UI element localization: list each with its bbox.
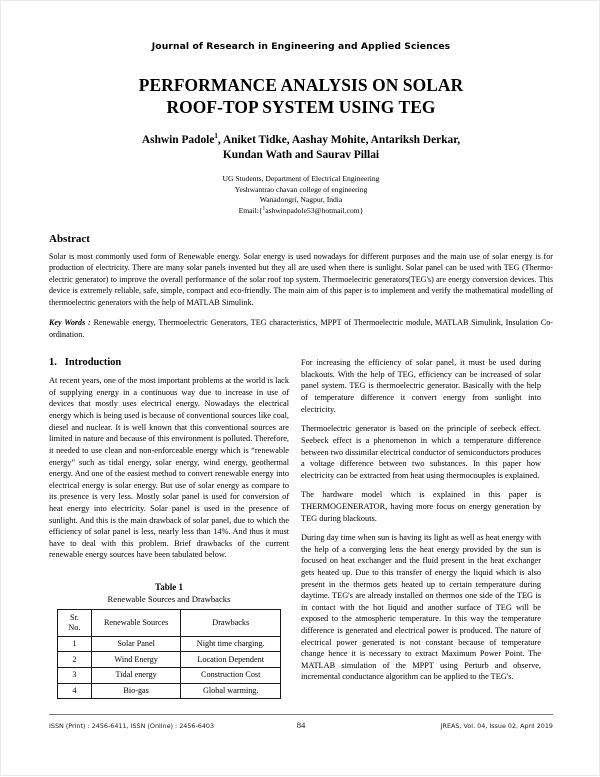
table-cell-sr: 4 [58,683,92,699]
table-header-sr-no [58,610,92,636]
table-1-number: Table 1 [155,582,183,592]
table-cell-sr: 2 [58,652,92,668]
section-1-title: Introduction [64,357,122,369]
section-1-number: 1. [49,357,57,369]
table-cell-sr: 1 [58,636,92,652]
table-header-sr-line-2: No. [68,622,81,632]
table-cell-sr: 3 [58,667,92,683]
section-1-heading [49,357,289,368]
table-cell-source: Solar Panel [91,636,181,652]
affiliation-email [49,206,553,217]
affiliation-line-1: UG Students, Department of Electrical Engineering [222,173,380,183]
table-header-sr-line-1: Sr. [69,613,79,623]
email-address: ashwinpadole53@hotmail.com} [265,206,364,216]
table-row [58,683,281,699]
left-paragraph-1: At recent years, one of the most important problems at the world is lack of supplying energy in a continuous way due to increase in use of devices that mostly uses electrical energy. Nowadays the electrical energy which is being used is because of conventional sources like coal, diesel and nuclear. It is well known that this conventional sources are limited in nature and because of this environment is polluted. Therefore, it needed to use clean and non-enforceable energy which is “renewable energy” such as tidal energy, solar energy, wind energy, geothermal energy. And one of the easiest method to convert renewable energy into electrical energy is solar energy. But use of solar energy as compare to its presence is very less. Mostly solar panel is used for conversion of heat energy into electricity. Solar panel is used in the presence of sunlight. And this is the main drawback of solar panel, due to which the efficiency of solar panel is less, nearly less than 14%. And thus it must have to deal with this problem. Brief drawbacks of the current renewable energy sources have been tabulated below. [49,376,289,560]
abstract-heading: Abstract [49,232,90,245]
paper-title-line-2: ROOF-TOP SYSTEM USING TEG [166,97,436,118]
right-paragraph-2: Thermoelectric generator is based on the principle of seebeck effect. Seebeck effect is a phenomenon in which a temperature difference between two dissimilar electrical conductor of semiconductors produces a voltage difference between two substances. In this paper how electricity can be extracted from heat using thermocouples is explained. [301,424,541,480]
table-row [58,636,281,652]
table-row [58,667,281,683]
footer-issn: ISSN (Print) : 2456-6411, ISSN (Online) : 2456-6403 [49,722,215,730]
footer-issue: JREAS, Vol. 04, Issue 02, April 2019 [440,722,553,730]
left-column [49,357,289,699]
right-paragraph-3: The hardware model which is explained in this paper is THERMOGENERATOR, having more focus on energy generation by TEG during blackouts. [301,490,541,523]
email-affiliation-marker: 1 [262,205,266,212]
page-title [49,74,553,119]
right-paragraph-1: For increasing the efficiency of solar panel, it must be used during blackouts. With the help of TEG, efficiency can be increased of solar panel system. TEG is thermoelectric generator. Basically with the help of temperature difference it convert energy from sunlight into electricity. [301,358,541,414]
renewable-sources-table [57,609,281,699]
table-1-caption [49,582,289,605]
footer-divider [49,714,553,715]
footer-page-number: 84 [296,720,306,730]
affiliation-block [49,174,553,217]
right-column [301,357,541,683]
affiliation-line-3: Wanadongri, Nagpur, India [259,195,343,205]
table-cell-drawback: Night time charging. [181,636,281,652]
table-cell-source: Tidal energy [91,667,181,683]
author-primary-name: Ashwin Padole [141,133,215,146]
abstract-body: Solar is most commonly used form of Renewable energy. Solar energy is used nowadays for different purposes and the main use of solar energy is for production of electricity. There are many solar panels invented but they all are used when there is sunlight. Solar panel can be used with TEG (Thermo-electric generator) to improve the overall performance of the solar roof top system. Thermoelectric generators(TEG's) are energy conversion devices. This device is extremely reliable, safe, simple, compact and eco-friendly. The main aim of this paper is to implement and verify the mathematical modelling of thermoelectric generators with the help of MATLAB Simulink. [49,251,553,307]
table-1-title: Renewable Sources and Drawbacks [107,593,231,604]
right-paragraph-4: During day time when sun is having its light as well as heat energy with the help of a converging lens the heat energy provided by the sun is focused on heat exchanger and the fluid present in the heat exchanger gets heated up. Due to this transfer of energy the liquid which is also present in the thermos gets heated up to certain temperature during daytime. TEG's are already installed on thermos one side of the TEG is in contact with the hot liquid and another surface of TEG will be exposed to the atmospheric temperature. In this way the temperature difference is generated and electrical power is produced. The nature of electrical power generated is not constant because of temperature change hence it is necessary to extract Maximum Power Point. The MATLAB simulation of the MPPT using Perturb and observe, incremental conductance algorithm can be applied to the TEG's. [301,533,541,682]
page-content [49,1,553,777]
table-cell-drawback: Global warming. [181,683,281,699]
author-names-rest: , Aniket Tidke, Aashay Mohite, Antariksh Derkar, [217,133,461,146]
affiliation-line-2: Yeshwantrao chavan college of engineering [234,184,368,194]
author-list [49,133,553,163]
table-cell-source: Wind Energy [91,652,181,668]
author-affiliation-marker: 1 [214,131,218,140]
table-cell-drawback: Construction Cost [181,667,281,683]
table-header-renewable-sources: Renewable Sources [91,610,181,636]
table-header-row [58,610,281,636]
journal-banner: Journal of Research in Engineering and Applied Sciences [151,41,451,52]
table-cell-source: Bio-gas [91,683,181,699]
table-header-drawbacks: Drawbacks [181,610,281,636]
keywords-block [49,317,553,340]
paper-title-line-1: PERFORMANCE ANALYSIS ON SOLAR [138,75,464,96]
author-line-1 [49,133,553,148]
keywords-value: Renewable energy, Thermoelectric Generators, TEG characteristics, MPPT of Thermoelectric module, MATLAB Simulink, Insulation Co-ordination. [49,318,553,339]
keywords-label: Key Words : [49,318,91,328]
email-prefix: Email:{ [238,206,263,216]
table-row [58,652,281,668]
page-footer [49,720,553,730]
body-columns [49,357,553,699]
author-line-2: Kundan Wath and Saurav Pillai [222,148,380,161]
table-cell-drawback: Location Dependent [181,652,281,668]
